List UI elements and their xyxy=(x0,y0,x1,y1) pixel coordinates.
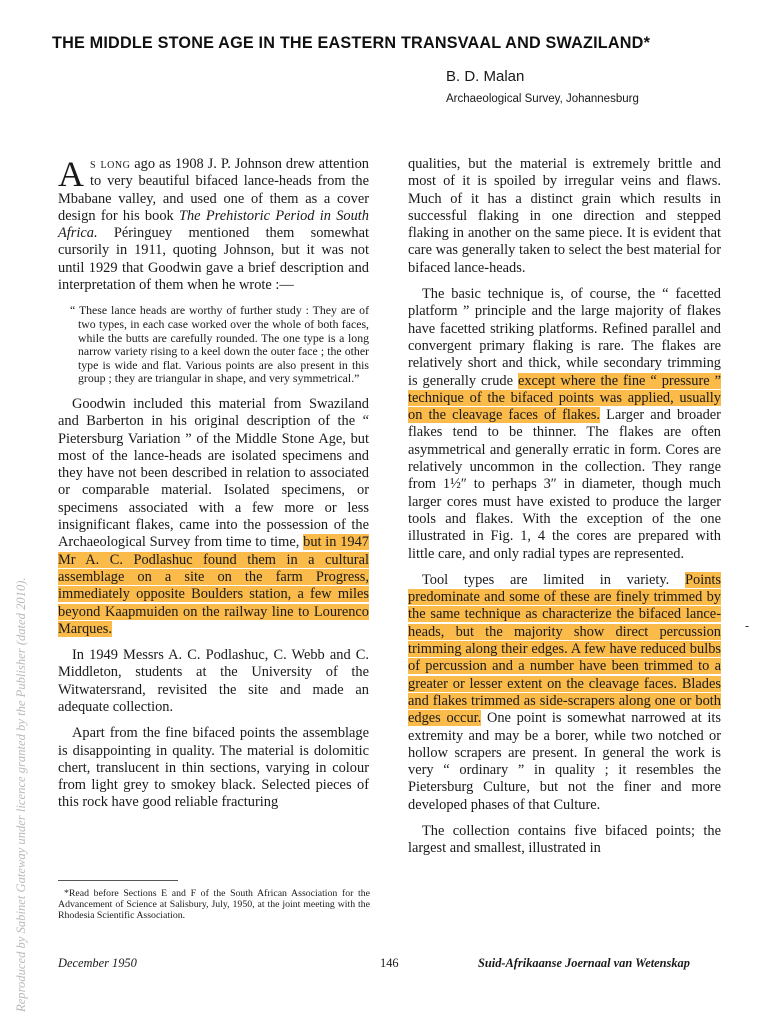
paragraph-text: Goodwin included this material from Swaziland and Barberton in his original description of the “ Pietersburg Variation ” of the Middle Stone Age, but most of the lance-heads are isolated specimens and they have not been described in relation to associated or comparable material. Isolated specimens, or specimens associated with a few more or less insignificant flakes, came into the possession of the Archaeological Survey from time to time, xyxy=(58,395,369,551)
block-quote: “ These lance heads are worthy of further study : They are of two types, in each case worked over the whole of both faces, while the butts are carefully rounded. The one type is a long narrow variety rising to a keel down the outer face ; the other type is wide and flat. Various points are also present in this group ; they are triangular in shape, and very symmetrical.” xyxy=(70,303,369,386)
page-number: 146 xyxy=(380,956,399,970)
footnote: *Read before Sections E and F of the South African Association for the Advancement of Science at Salisbury, July, 1950, at the joint meeting with the Rhodesia Scientific Association. xyxy=(58,888,370,922)
author-affiliation: Archaeological Survey, Johannesburg xyxy=(446,93,639,105)
paragraph-assemblage: Apart from the fine bifaced points the assemblage is disappointing in quality. The material is dolomitic chert, translucent in thin sections, varying in colour from light grey to smokey black. Selected pieces of this rock have good reliable fracturing xyxy=(58,725,369,811)
paragraph-intro xyxy=(58,156,369,294)
paragraph-collection: The collection contains five bifaced points; the largest and smallest, illustrated in xyxy=(408,822,721,857)
paragraph-goodwin xyxy=(58,396,369,638)
highlighted-text: but in 1947 Mr A. C. Podlashuc found them in a cultural assemblage on a site on the farm Progress, immediately opposite Boulders station, a few miles beyond Kaapmuiden on the railway line to Lourenco Marques. xyxy=(58,534,370,637)
highlighted-text: except where the fine “ pressure ” technique of the bifaced points was applied, usually on the cleavage faces of flakes. xyxy=(408,372,721,424)
paragraph-1949: In 1949 Messrs A. C. Podlashuc, C. Webb and C. Middleton, students at the University of the Witwatersrand, revisited the site and made an adequate collection. xyxy=(58,647,369,715)
footer-date: December 1950 xyxy=(58,956,137,970)
paragraph-tool-types xyxy=(408,572,721,814)
journal-name: Suid-Afrikaanse Joernaal van Wetenskap xyxy=(478,956,690,970)
paragraph-technique xyxy=(408,286,721,563)
paragraph-text: The basic technique is, of course, the “ facetted platform ” principle and the large majority of flakes have facetted striking platforms. Refined parallel and convergent primary flaking is rare. The flakes are relatively short and thick, while secondary trimming is generally crude xyxy=(408,286,721,389)
paragraph-text: One point is somewhat narrowed at its extremity and may be a borer, while two notched or hollow scrapers are present. In general the work is very “ ordinary ” in quality ; it resembles the Pietersburg Culture, but not the finer and more developed phases of that Culture. xyxy=(408,710,721,813)
book-title: The Prehistoric Period in South Africa. xyxy=(58,207,369,242)
paragraph-text: Larger and broader flakes tend to be thinner. The flakes are often asymmetrical and generally erratic in form. Cores are relatively uncommon in the collection. They range from 1½″ to perhaps 3″ in diameter, though much larger cores must have existed to produce the larger tools and flakes. With the exception of the one illustrated in Fig. 1, 4 the cores are prepared with little care, and only radial types are represented. xyxy=(408,407,721,562)
copyright-side-note: Reproduced by Sabinet Gateway under licence granted by the Publisher (dated 2010). xyxy=(14,577,28,1012)
paragraph-text: ago as 1908 J. P. Johnson drew attention to very beautiful bifaced lance-heads from the Mbabane valley, and used one of them as a cover design for his book xyxy=(58,156,369,224)
footnote-divider xyxy=(58,880,178,881)
paragraph-text: Péringuey mentioned them somewhat cursorily in 1911, quoting Johnson, but it was not until 1929 that Goodwin gave a brief description and interpretation of them when he wrote :— xyxy=(58,225,369,294)
highlighted-text: Points predominate and some of these are finely trimmed by the same technique as characterize the bifaced lance-heads, but the majority show direct percussion trimming along their edges. A few have reduced bulbs of percussion and a number have been trimmed to a greater or lesser extent on the cleavage faces. Blades and flakes trimmed as side-scrapers along one or both edges occur. xyxy=(408,571,721,727)
small-caps-lead: s long xyxy=(90,156,131,172)
paragraph-text: Tool types are limited in variety. xyxy=(422,571,685,588)
author-name: B. D. Malan xyxy=(446,68,525,85)
drop-cap: A xyxy=(58,154,84,194)
margin-mark: - xyxy=(745,619,750,633)
article-title: THE MIDDLE STONE AGE IN THE EASTERN TRANSVAAL AND SWAZILAND* xyxy=(52,34,651,52)
left-column xyxy=(58,156,369,812)
paragraph-qualities: qualities, but the material is extremely brittle and most of it is spoiled by irregular veins and flaws. Much of it has a distinct grain which results in successful flaking in one direction and stepped flaking in another on the same piece. It is evident that care was generally taken to select the best material for bifaced lance-heads. xyxy=(408,156,721,276)
right-column xyxy=(408,156,721,858)
